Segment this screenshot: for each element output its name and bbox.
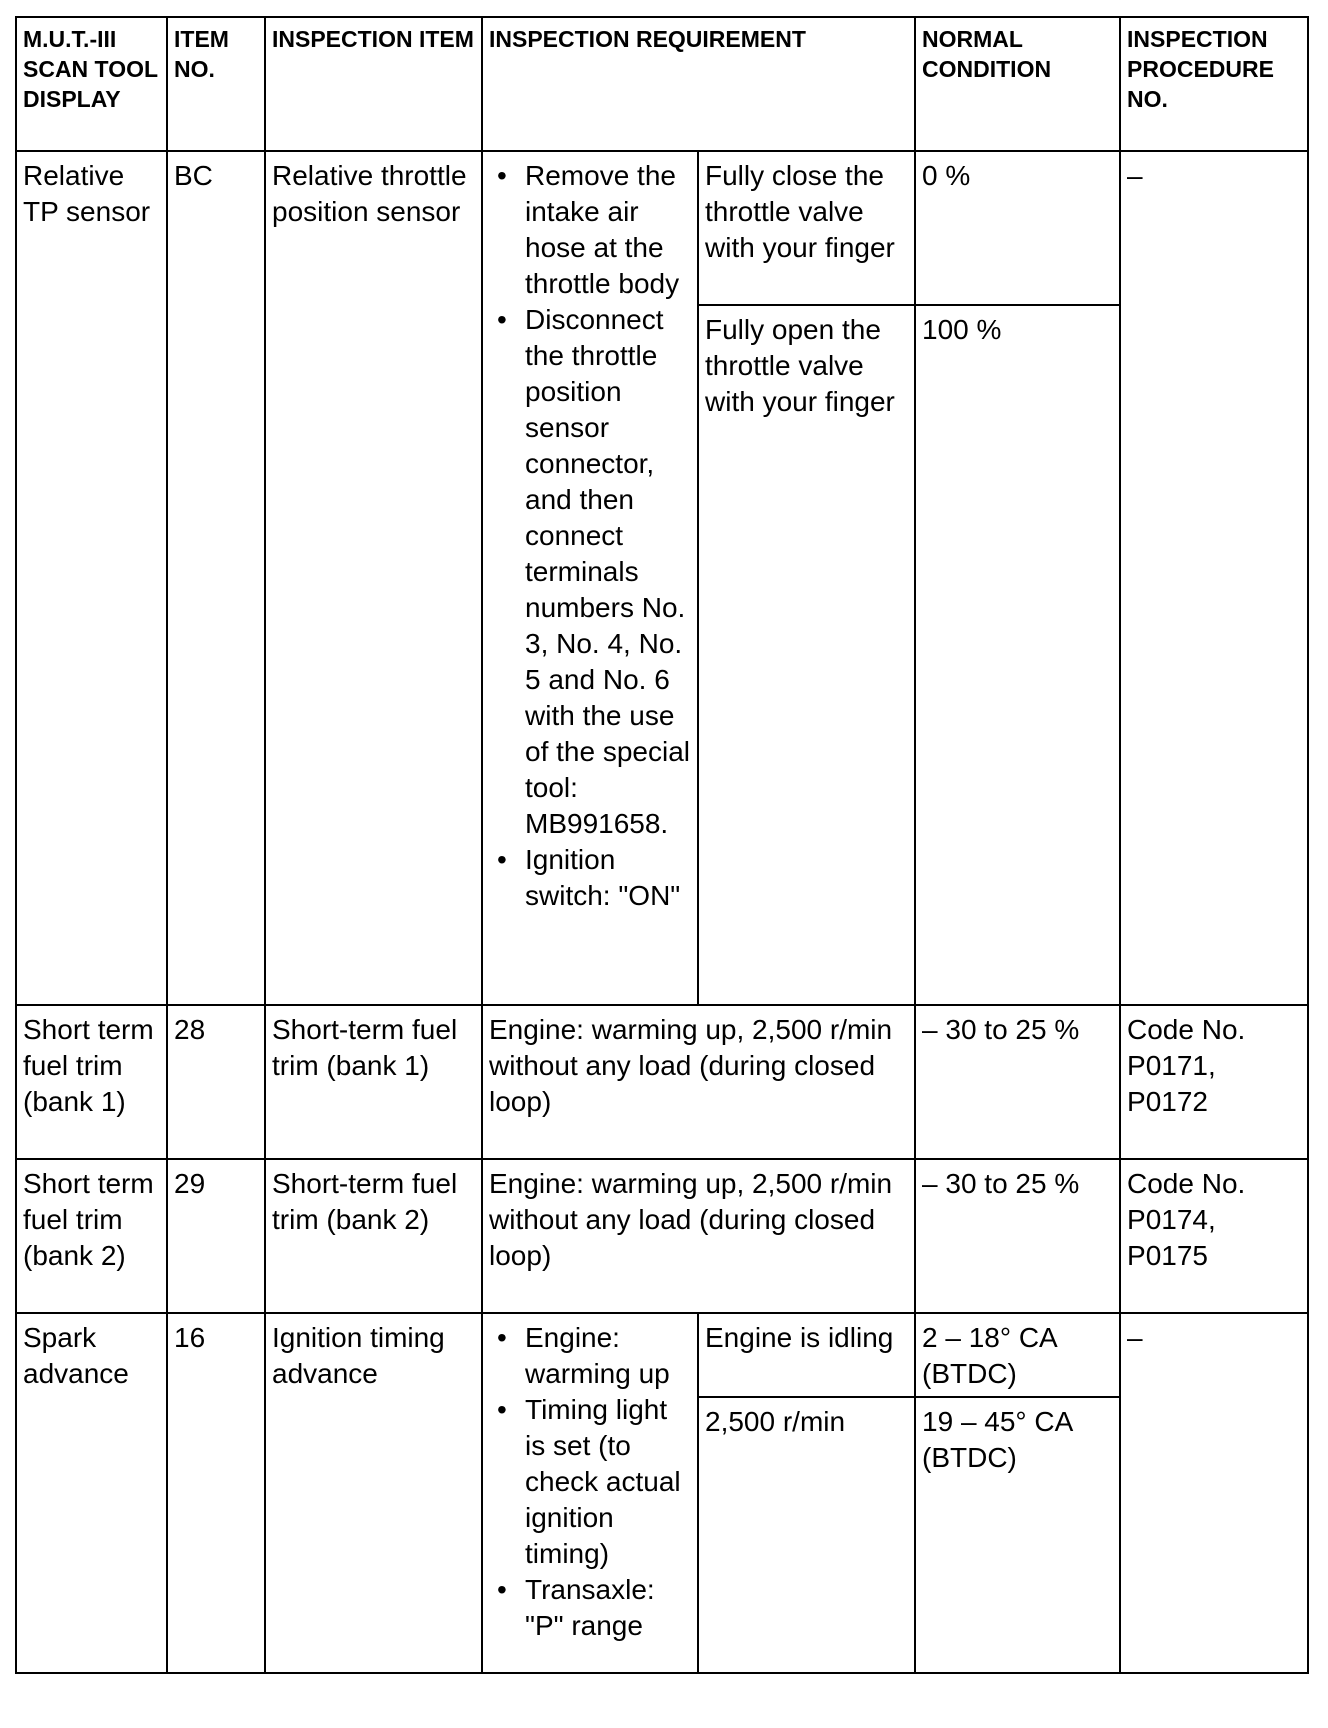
table-row bbox=[16, 1313, 1308, 1397]
cell-normal: 0 % bbox=[915, 151, 1120, 305]
requirement-list bbox=[489, 158, 692, 914]
cell-procedure: – bbox=[1120, 151, 1308, 1005]
cell-requirement bbox=[482, 1313, 698, 1673]
list-item: • Timing light is set (to check actual ignition timing) bbox=[489, 1392, 692, 1572]
cell-item-no: 16 bbox=[167, 1313, 265, 1673]
cell-item-no: 29 bbox=[167, 1159, 265, 1313]
list-item: • Disconnect the throttle position sensor connector, and then connect terminals numbers No. 3, No. 4, No. 5 and No. 6 with the use of the special tool: MB991658. bbox=[489, 302, 692, 842]
list-item: • Remove the intake air hose at the throttle body bbox=[489, 158, 692, 302]
table-row bbox=[16, 1159, 1308, 1313]
cell-item-no: BC bbox=[167, 151, 265, 1005]
cell-requirement: Engine: warming up, 2,500 r/min without any load (during closed loop) bbox=[482, 1159, 915, 1313]
cell-display: Short term fuel trim (bank 2) bbox=[16, 1159, 167, 1313]
table-row bbox=[16, 151, 1308, 305]
cell-display: Relative TP sensor bbox=[16, 151, 167, 1005]
cell-item: Short-term fuel trim (bank 1) bbox=[265, 1005, 482, 1159]
cell-procedure: Code No. P0171, P0172 bbox=[1120, 1005, 1308, 1159]
requirement-list bbox=[489, 1320, 692, 1644]
cell-normal: 2 – 18° CA (BTDC) bbox=[915, 1313, 1120, 1397]
cell-condition: Engine is idling bbox=[698, 1313, 915, 1397]
cell-procedure: – bbox=[1120, 1313, 1308, 1673]
header-inspection-procedure: INSPECTION PROCEDURE NO. bbox=[1120, 17, 1308, 151]
cell-item: Ignition timing advance bbox=[265, 1313, 482, 1673]
cell-normal: 100 % bbox=[915, 305, 1120, 1005]
cell-display: Short term fuel trim (bank 1) bbox=[16, 1005, 167, 1159]
cell-condition: 2,500 r/min bbox=[698, 1397, 915, 1673]
cell-normal: 19 – 45° CA (BTDC) bbox=[915, 1397, 1120, 1673]
header-scan-tool-display: M.U.T.-III SCAN TOOL DISPLAY bbox=[16, 17, 167, 151]
cell-normal: – 30 to 25 % bbox=[915, 1005, 1120, 1159]
inspection-table bbox=[15, 16, 1309, 1674]
cell-item-no: 28 bbox=[167, 1005, 265, 1159]
cell-normal: – 30 to 25 % bbox=[915, 1159, 1120, 1313]
list-item: • Ignition switch: "ON" bbox=[489, 842, 692, 914]
cell-procedure: Code No. P0174, P0175 bbox=[1120, 1159, 1308, 1313]
cell-requirement: Engine: warming up, 2,500 r/min without any load (during closed loop) bbox=[482, 1005, 915, 1159]
header-normal-condition: NORMAL CONDITION bbox=[915, 17, 1120, 151]
header-row bbox=[16, 17, 1308, 151]
cell-requirement bbox=[482, 151, 698, 1005]
table-row bbox=[16, 1005, 1308, 1159]
cell-item: Relative throttle position sensor bbox=[265, 151, 482, 1005]
list-item: • Engine: warming up bbox=[489, 1320, 692, 1392]
header-item-no: ITEM NO. bbox=[167, 17, 265, 151]
cell-condition: Fully open the throttle valve with your finger bbox=[698, 305, 915, 1005]
header-inspection-item: INSPECTION ITEM bbox=[265, 17, 482, 151]
header-inspection-requirement: INSPECTION REQUIREMENT bbox=[482, 17, 915, 151]
cell-item: Short-term fuel trim (bank 2) bbox=[265, 1159, 482, 1313]
cell-condition: Fully close the throttle valve with your finger bbox=[698, 151, 915, 305]
list-item: • Transaxle: "P" range bbox=[489, 1572, 692, 1644]
cell-display: Spark advance bbox=[16, 1313, 167, 1673]
